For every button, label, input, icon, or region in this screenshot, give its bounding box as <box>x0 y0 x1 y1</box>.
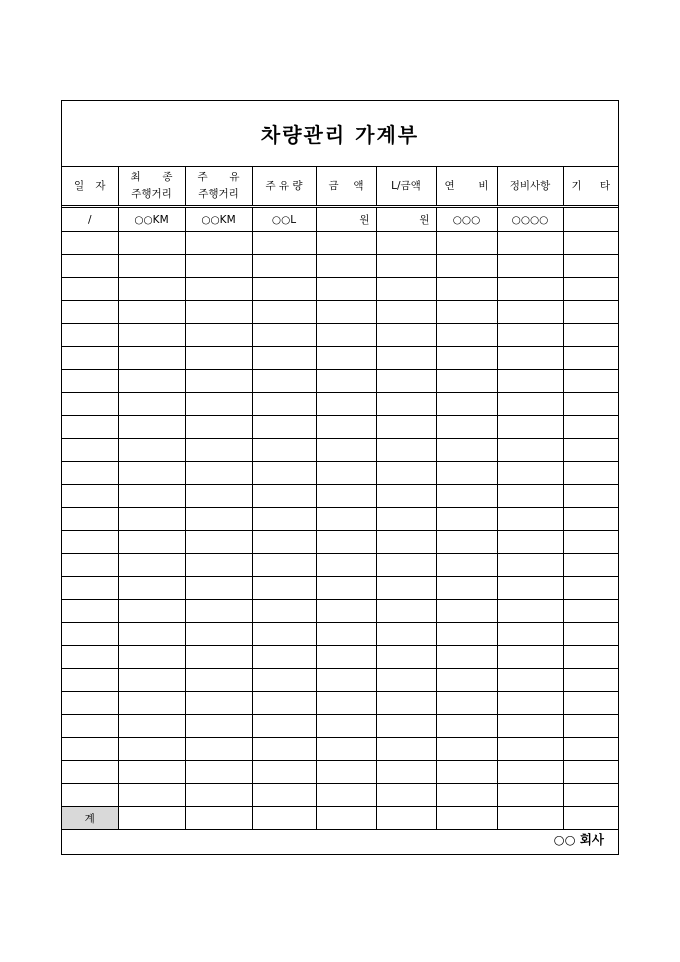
table-cell <box>185 347 252 370</box>
sample-date: / <box>62 207 118 232</box>
table-cell <box>316 324 376 347</box>
title-row <box>62 101 618 167</box>
table-cell <box>563 738 618 761</box>
table-cell <box>563 508 618 531</box>
table-cell <box>316 646 376 669</box>
table-cell <box>62 784 118 807</box>
table-cell <box>62 669 118 692</box>
table-row <box>62 347 618 370</box>
table-cell <box>185 531 252 554</box>
table-cell <box>185 692 252 715</box>
table-row <box>62 554 618 577</box>
table-cell <box>563 646 618 669</box>
table-cell <box>316 439 376 462</box>
table-cell <box>497 692 563 715</box>
table-cell <box>376 278 436 301</box>
table-cell <box>563 600 618 623</box>
table-cell <box>252 462 316 485</box>
table-row <box>62 508 618 531</box>
table-cell <box>563 416 618 439</box>
table-cell <box>62 554 118 577</box>
table-cell <box>436 232 497 255</box>
table-cell <box>252 784 316 807</box>
table-cell <box>62 738 118 761</box>
table-cell <box>185 485 252 508</box>
table-cell <box>436 761 497 784</box>
header-price: 금 액 <box>316 167 376 207</box>
table-cell <box>62 623 118 646</box>
table-cell <box>563 715 618 738</box>
table-cell <box>376 715 436 738</box>
table-cell <box>436 485 497 508</box>
table-cell <box>436 278 497 301</box>
table-cell <box>436 462 497 485</box>
table-cell <box>252 600 316 623</box>
table-cell <box>185 715 252 738</box>
sample-per-liter: 원 <box>376 207 436 232</box>
table-cell <box>563 784 618 807</box>
sample-fuel-mileage: ○○KM <box>185 207 252 232</box>
table-cell <box>436 439 497 462</box>
table-row <box>62 393 618 416</box>
table-cell <box>436 531 497 554</box>
table-row <box>62 600 618 623</box>
table-cell <box>62 393 118 416</box>
table-cell <box>252 761 316 784</box>
header-date: 일 자 <box>62 167 118 207</box>
table-cell <box>252 301 316 324</box>
table-cell <box>252 485 316 508</box>
table-cell <box>497 577 563 600</box>
table-row <box>62 715 618 738</box>
table-cell <box>376 232 436 255</box>
table-cell <box>185 255 252 278</box>
header-efficiency: 연 비 <box>436 167 497 207</box>
table-cell <box>316 462 376 485</box>
table-cell <box>185 462 252 485</box>
table-cell <box>118 508 185 531</box>
table-cell <box>185 784 252 807</box>
table-cell <box>436 370 497 393</box>
table-cell <box>563 462 618 485</box>
header-fuel-amount: 주 유 량 <box>252 167 316 207</box>
table-cell <box>185 623 252 646</box>
table-cell <box>62 439 118 462</box>
table-cell <box>497 623 563 646</box>
table-cell <box>252 324 316 347</box>
table-cell <box>62 347 118 370</box>
table-cell <box>118 738 185 761</box>
table-cell <box>62 232 118 255</box>
table-cell <box>118 255 185 278</box>
table-cell <box>252 646 316 669</box>
table-cell <box>563 278 618 301</box>
table-cell <box>316 508 376 531</box>
table-cell <box>316 370 376 393</box>
table-row <box>62 761 618 784</box>
table-row <box>62 485 618 508</box>
table-cell <box>376 669 436 692</box>
table-cell <box>376 255 436 278</box>
table-cell <box>376 508 436 531</box>
table-cell <box>436 324 497 347</box>
table-cell <box>436 623 497 646</box>
table-cell <box>497 715 563 738</box>
table-cell <box>62 577 118 600</box>
table-cell <box>185 554 252 577</box>
table-cell <box>118 278 185 301</box>
table-cell <box>316 347 376 370</box>
table-cell <box>376 370 436 393</box>
sample-maintenance: ○○○○ <box>497 207 563 232</box>
table-cell <box>62 324 118 347</box>
table-cell <box>62 278 118 301</box>
table-cell <box>62 301 118 324</box>
table-row <box>62 462 618 485</box>
table-cell <box>497 669 563 692</box>
table-cell <box>497 784 563 807</box>
table-cell <box>376 301 436 324</box>
table-cell <box>436 508 497 531</box>
table-cell <box>118 715 185 738</box>
table-cell <box>316 577 376 600</box>
table-cell <box>62 761 118 784</box>
sample-row <box>62 207 618 232</box>
table-cell <box>118 623 185 646</box>
table-cell <box>497 393 563 416</box>
table-row <box>62 232 618 255</box>
table-cell <box>436 692 497 715</box>
table-cell <box>376 485 436 508</box>
table-cell <box>376 692 436 715</box>
table-cell <box>62 416 118 439</box>
table-cell <box>252 738 316 761</box>
table-cell <box>436 784 497 807</box>
table-cell <box>436 738 497 761</box>
table-cell <box>185 301 252 324</box>
table-cell <box>497 554 563 577</box>
table-cell <box>62 485 118 508</box>
table-cell <box>118 784 185 807</box>
table-cell <box>376 577 436 600</box>
table-cell <box>62 508 118 531</box>
table-cell <box>118 416 185 439</box>
table-row <box>62 669 618 692</box>
ledger-sheet <box>61 100 619 855</box>
table-cell <box>118 301 185 324</box>
sample-fuel-amount: ○○L <box>252 207 316 232</box>
ledger-table <box>62 167 618 830</box>
table-cell <box>185 324 252 347</box>
table-cell <box>563 692 618 715</box>
table-cell <box>118 669 185 692</box>
table-cell <box>497 738 563 761</box>
table-cell <box>376 554 436 577</box>
table-cell <box>118 761 185 784</box>
table-cell <box>118 462 185 485</box>
table-cell <box>376 784 436 807</box>
table-cell <box>62 462 118 485</box>
table-cell <box>376 324 436 347</box>
table-cell <box>497 278 563 301</box>
table-cell <box>436 600 497 623</box>
table-row <box>62 324 618 347</box>
header-per-liter: L/금액 <box>376 167 436 207</box>
table-cell <box>62 255 118 278</box>
table-cell <box>376 600 436 623</box>
table-cell <box>316 232 376 255</box>
table-row <box>62 577 618 600</box>
table-cell <box>316 669 376 692</box>
table-cell <box>118 646 185 669</box>
table-cell <box>252 692 316 715</box>
header-row <box>62 167 618 207</box>
table-cell <box>252 669 316 692</box>
table-row <box>62 623 618 646</box>
table-cell <box>497 761 563 784</box>
table-cell <box>185 508 252 531</box>
table-cell <box>185 439 252 462</box>
table-cell <box>497 439 563 462</box>
table-cell <box>497 324 563 347</box>
header-other: 기 타 <box>563 167 618 207</box>
table-row <box>62 301 618 324</box>
table-cell <box>118 577 185 600</box>
table-cell <box>62 531 118 554</box>
sample-efficiency: ○○○ <box>436 207 497 232</box>
table-cell <box>497 370 563 393</box>
table-cell <box>563 370 618 393</box>
table-cell <box>62 370 118 393</box>
table-cell <box>316 692 376 715</box>
table-cell <box>563 393 618 416</box>
table-cell <box>497 462 563 485</box>
table-cell <box>252 393 316 416</box>
table-cell <box>316 416 376 439</box>
sample-other <box>563 207 618 232</box>
header-maintenance: 정비사항 <box>497 167 563 207</box>
table-cell <box>252 508 316 531</box>
table-cell <box>118 232 185 255</box>
table-cell <box>185 416 252 439</box>
table-cell <box>316 761 376 784</box>
table-cell <box>436 255 497 278</box>
table-row <box>62 416 618 439</box>
table-cell <box>563 485 618 508</box>
table-cell <box>376 347 436 370</box>
table-cell <box>436 347 497 370</box>
table-cell <box>185 393 252 416</box>
table-cell <box>316 393 376 416</box>
sample-price: 원 <box>316 207 376 232</box>
table-cell <box>316 278 376 301</box>
table-cell <box>316 623 376 646</box>
table-cell <box>185 370 252 393</box>
table-cell <box>316 301 376 324</box>
table-cell <box>118 393 185 416</box>
header-fuel-mileage: 주 유 주행거리 <box>185 167 252 207</box>
table-cell <box>252 347 316 370</box>
table-cell <box>436 416 497 439</box>
table-cell <box>497 600 563 623</box>
table-cell <box>497 232 563 255</box>
table-cell <box>118 600 185 623</box>
table-row <box>62 278 618 301</box>
table-cell <box>316 554 376 577</box>
table-cell <box>376 623 436 646</box>
table-cell <box>62 600 118 623</box>
table-row <box>62 370 618 393</box>
table-cell <box>185 232 252 255</box>
table-cell <box>252 255 316 278</box>
table-cell <box>376 531 436 554</box>
table-cell <box>62 692 118 715</box>
table-cell <box>118 439 185 462</box>
table-cell <box>316 255 376 278</box>
table-cell <box>376 761 436 784</box>
table-cell <box>252 232 316 255</box>
table-cell <box>316 531 376 554</box>
table-row <box>62 439 618 462</box>
table-cell <box>376 462 436 485</box>
table-cell <box>252 623 316 646</box>
table-cell <box>185 278 252 301</box>
table-cell <box>118 370 185 393</box>
table-row <box>62 738 618 761</box>
table-cell <box>316 784 376 807</box>
table-cell <box>563 255 618 278</box>
table-cell <box>376 738 436 761</box>
table-cell <box>436 393 497 416</box>
sample-final-mileage: ○○KM <box>118 207 185 232</box>
table-cell <box>563 531 618 554</box>
table-cell <box>252 531 316 554</box>
table-cell <box>118 347 185 370</box>
table-cell <box>563 439 618 462</box>
table-cell <box>497 416 563 439</box>
table-cell <box>118 324 185 347</box>
table-cell <box>252 577 316 600</box>
table-row <box>62 692 618 715</box>
table-cell <box>497 255 563 278</box>
table-cell <box>563 347 618 370</box>
table-cell <box>185 600 252 623</box>
table-cell <box>436 669 497 692</box>
table-cell <box>118 485 185 508</box>
company-name: ○○ 회사 <box>553 832 604 847</box>
table-cell <box>497 646 563 669</box>
table-cell <box>563 669 618 692</box>
table-cell <box>563 301 618 324</box>
table-cell <box>62 715 118 738</box>
table-cell <box>563 324 618 347</box>
table-cell <box>497 347 563 370</box>
table-cell <box>497 485 563 508</box>
total-label: 계 <box>62 807 118 830</box>
table-cell <box>252 554 316 577</box>
table-cell <box>316 738 376 761</box>
table-cell <box>376 646 436 669</box>
table-row <box>62 784 618 807</box>
table-cell <box>563 232 618 255</box>
table-cell <box>376 393 436 416</box>
header-final-mileage: 최 종 주행거리 <box>118 167 185 207</box>
table-cell <box>316 600 376 623</box>
table-cell <box>497 508 563 531</box>
table-row <box>62 646 618 669</box>
table-cell <box>436 554 497 577</box>
table-row <box>62 255 618 278</box>
table-cell <box>436 646 497 669</box>
table-cell <box>62 646 118 669</box>
table-cell <box>185 646 252 669</box>
table-cell <box>497 301 563 324</box>
table-cell <box>252 715 316 738</box>
table-cell <box>185 669 252 692</box>
table-cell <box>252 278 316 301</box>
table-cell <box>376 439 436 462</box>
table-cell <box>252 370 316 393</box>
page-title: 차량관리 가계부 <box>260 123 420 147</box>
table-cell <box>185 577 252 600</box>
table-cell <box>118 554 185 577</box>
table-cell <box>118 692 185 715</box>
table-cell <box>316 715 376 738</box>
table-cell <box>563 623 618 646</box>
table-cell <box>563 761 618 784</box>
table-cell <box>316 485 376 508</box>
table-cell <box>118 531 185 554</box>
table-row <box>62 531 618 554</box>
table-cell <box>185 761 252 784</box>
table-cell <box>497 531 563 554</box>
table-cell <box>185 738 252 761</box>
table-cell <box>376 416 436 439</box>
table-cell <box>563 577 618 600</box>
table-cell <box>436 715 497 738</box>
blank-rows <box>62 232 618 807</box>
table-cell <box>252 416 316 439</box>
table-cell <box>252 439 316 462</box>
table-cell <box>436 577 497 600</box>
table-cell <box>436 301 497 324</box>
table-cell <box>563 554 618 577</box>
